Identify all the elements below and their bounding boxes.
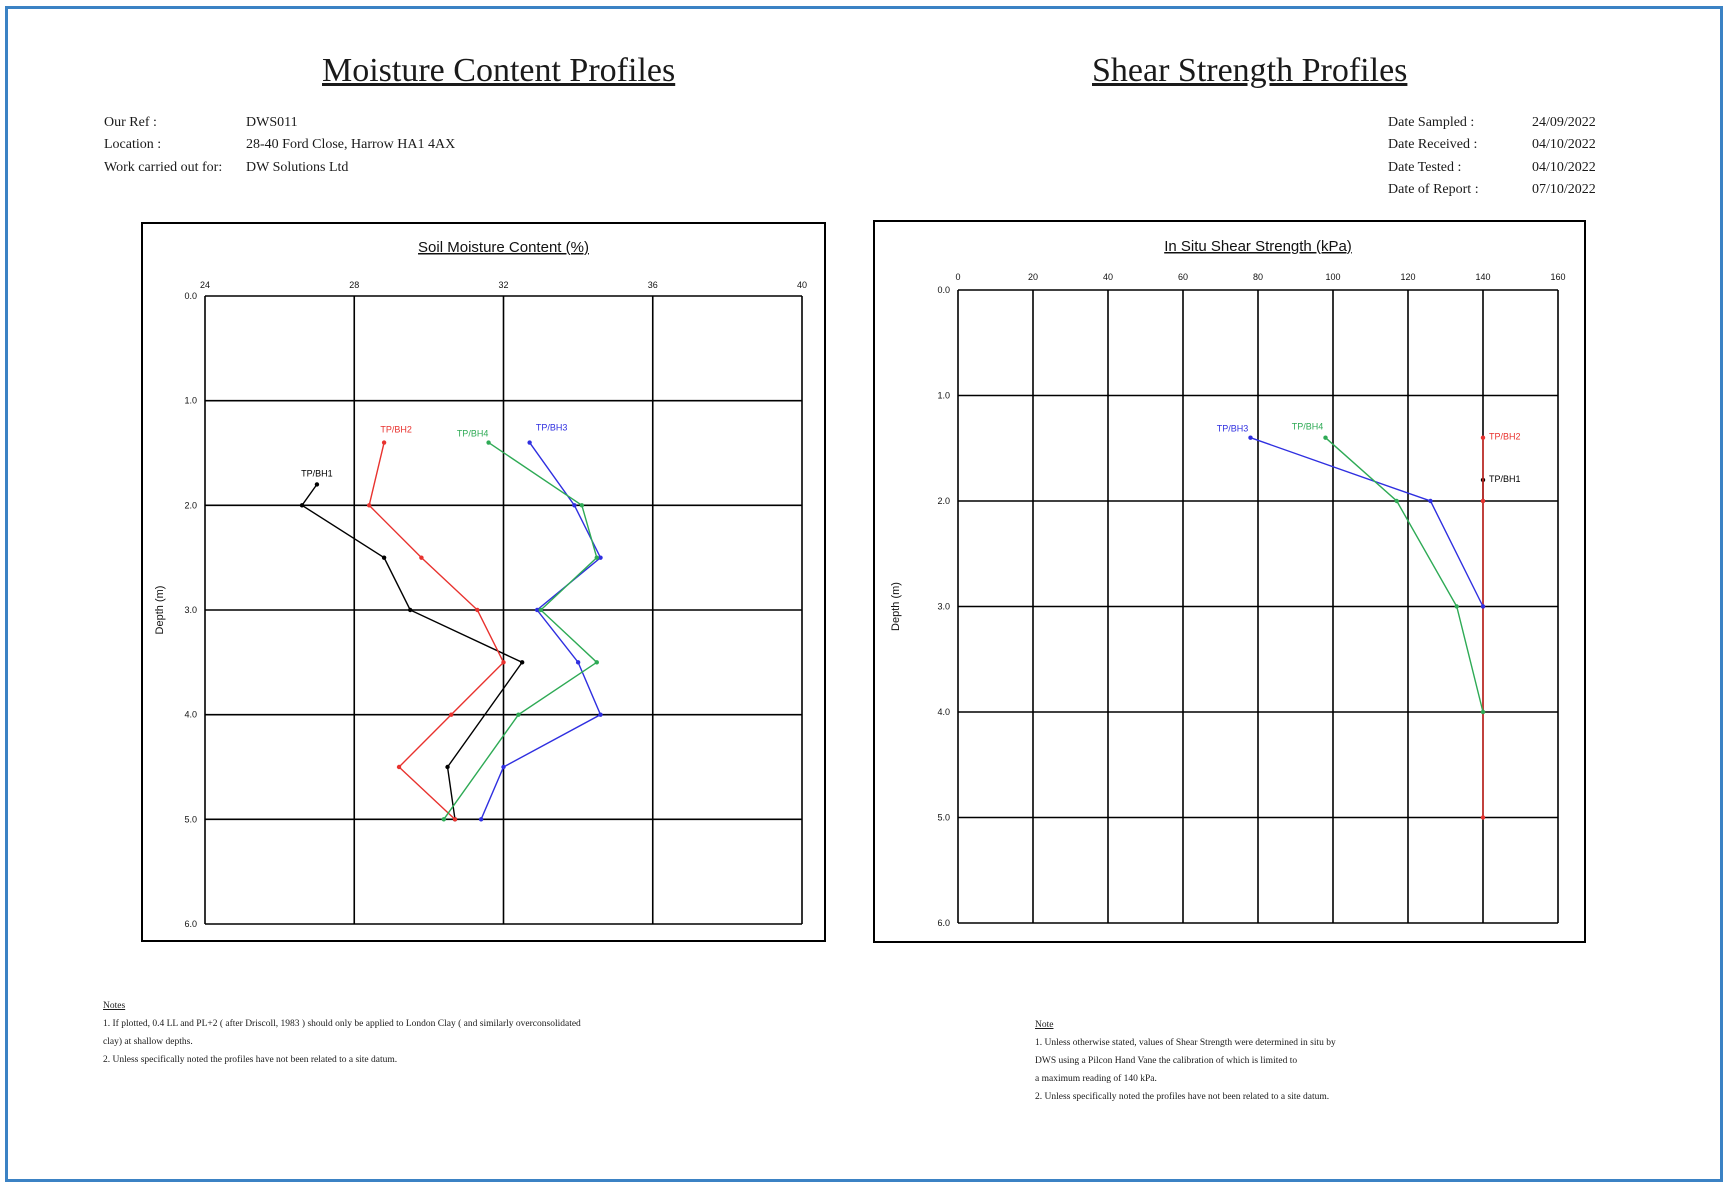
- x-tick-label: 140: [1475, 272, 1491, 282]
- x-tick-label: 24: [199, 280, 211, 290]
- series-label: TP/BH3: [1216, 423, 1249, 434]
- series-label: TP/BH1: [301, 468, 333, 479]
- series-label: TP/BH4: [456, 428, 489, 439]
- series-label: TP/BH3: [535, 422, 568, 433]
- x-tick-label: 160: [1550, 272, 1566, 282]
- x-tick-label: 120: [1400, 272, 1416, 282]
- y-tick-label: 6.0: [937, 918, 950, 928]
- x-tick-label: 80: [1252, 272, 1264, 282]
- date-sampled-value: 24/09/2022: [1532, 115, 1596, 130]
- shear-chart-frame: [873, 220, 1586, 943]
- date-report-value: 07/10/2022: [1532, 182, 1596, 197]
- series-label: TP/BH4: [1291, 421, 1324, 432]
- data-point: [315, 482, 319, 486]
- notes-right-line-4: 2. Unless specifically noted the profiles have not been related to a site datum.: [1035, 1092, 1330, 1102]
- data-point: [527, 440, 531, 444]
- series-label: TP/BH2: [1489, 431, 1521, 442]
- data-point: [1481, 815, 1485, 819]
- series-line-tp-bh1: [302, 484, 522, 819]
- y-tick-label: 2.0: [184, 500, 197, 511]
- data-point: [1323, 436, 1327, 440]
- notes-right: [1035, 1016, 1336, 1106]
- data-point: [576, 660, 580, 664]
- data-point: [445, 765, 449, 769]
- series-line-tp-bh4: [1326, 438, 1484, 712]
- y-tick-label: 5.0: [184, 814, 197, 825]
- date-tested-label: Date Tested :: [1388, 160, 1462, 175]
- data-point: [382, 555, 386, 559]
- data-point: [1248, 436, 1252, 440]
- data-point: [1481, 436, 1485, 440]
- series-line-tp-bh3: [481, 443, 600, 820]
- y-tick-label: 1.0: [184, 395, 197, 406]
- y-tick-label: 0.0: [937, 285, 950, 295]
- y-tick-label: 3.0: [184, 605, 197, 615]
- data-point: [1481, 604, 1485, 608]
- notes-right-line-3: a maximum reading of 140 kPa.: [1035, 1074, 1157, 1084]
- notes-left-line-2: clay) at shallow depths.: [103, 1037, 193, 1047]
- y-tick-label: 6.0: [184, 919, 197, 929]
- y-axis-label: Depth (m): [154, 585, 166, 635]
- y-tick-label: 0.0: [184, 291, 197, 301]
- x-tick-label: 100: [1325, 272, 1341, 282]
- x-tick-label: 60: [1177, 272, 1189, 282]
- data-point: [397, 765, 401, 769]
- x-tick-label: 28: [349, 280, 360, 290]
- data-point: [382, 440, 386, 444]
- data-point: [572, 503, 576, 507]
- chart-title: In Situ Shear Strength (kPa): [1164, 238, 1352, 255]
- location-value: 28-40 Ford Close, Harrow HA1 4AX: [246, 137, 456, 152]
- data-point: [475, 608, 479, 612]
- series-line-tp-bh3: [1251, 438, 1484, 607]
- y-tick-label: 3.0: [937, 601, 950, 612]
- data-point: [367, 503, 371, 507]
- y-tick-label: 4.0: [184, 709, 197, 720]
- data-point: [520, 660, 524, 664]
- data-point: [408, 608, 412, 612]
- notes-left: [103, 997, 581, 1069]
- data-point: [595, 555, 599, 559]
- location-label: Location :: [104, 137, 162, 152]
- date-received-value: 04/10/2022: [1532, 137, 1596, 152]
- data-point: [449, 712, 453, 716]
- x-tick-label: 32: [498, 280, 509, 290]
- y-axis-label: Depth (m): [890, 582, 902, 631]
- date-tested-value: 04/10/2022: [1532, 160, 1596, 175]
- data-point: [1481, 710, 1485, 714]
- shear-strength-chart: [875, 222, 1584, 941]
- notes-left-line-3: 2. Unless specifically noted the profiles have not been related to a site datum.: [103, 1055, 398, 1065]
- data-point: [595, 660, 599, 664]
- data-point: [1428, 499, 1432, 503]
- x-tick-label: 20: [1027, 272, 1039, 282]
- notes-right-line-1: 1. Unless otherwise stated, values of Shear Strength were determined in situ by: [1035, 1038, 1336, 1048]
- series-line-tp-bh4: [444, 443, 597, 820]
- chart-title: Soil Moisture Content (%): [418, 239, 589, 256]
- data-point: [442, 817, 446, 821]
- x-tick-label: 0: [955, 272, 961, 282]
- data-point: [1395, 499, 1399, 503]
- data-point: [486, 440, 490, 444]
- data-point: [580, 503, 584, 507]
- ref-label: Our Ref :: [104, 115, 157, 130]
- data-point: [300, 503, 304, 507]
- client-value: DW Solutions Ltd: [246, 160, 349, 175]
- data-point: [479, 817, 483, 821]
- date-report-label: Date of Report :: [1388, 182, 1479, 197]
- notes-right-heading: Note: [1035, 1020, 1054, 1030]
- y-tick-label: 5.0: [937, 812, 950, 823]
- notes-right-line-2: DWS using a Pilcon Hand Vane the calibration of which is limited to: [1035, 1056, 1298, 1066]
- y-tick-label: 4.0: [937, 707, 950, 717]
- data-point: [539, 608, 543, 612]
- data-point: [516, 712, 520, 716]
- notes-left-heading: Notes: [103, 1001, 126, 1011]
- data-point: [501, 660, 505, 664]
- date-received-label: Date Received :: [1388, 137, 1478, 152]
- series-label: TP/BH1: [1489, 473, 1521, 484]
- shear-strength-title: Shear Strength Profiles: [1092, 52, 1408, 89]
- client-label: Work carried out for:: [104, 160, 223, 175]
- y-tick-label: 1.0: [937, 390, 950, 401]
- x-tick-label: 40: [1102, 272, 1114, 282]
- ref-value: DWS011: [246, 115, 298, 130]
- x-tick-label: 40: [796, 280, 808, 290]
- data-point: [1481, 499, 1485, 503]
- date-sampled-label: Date Sampled :: [1388, 115, 1475, 130]
- data-point: [453, 817, 457, 821]
- data-point: [598, 712, 602, 716]
- data-point: [419, 555, 423, 559]
- notes-left-line-1: 1. If plotted, 0.4 LL and PL+2 ( after Driscoll, 1983 ) should only be applied to London Clay ( and similarly overconsolidated: [103, 1019, 581, 1029]
- moisture-chart-frame: [141, 222, 826, 942]
- moisture-content-chart: [143, 224, 824, 940]
- data-point: [1455, 604, 1459, 608]
- data-point: [501, 765, 505, 769]
- x-tick-label: 36: [647, 280, 658, 290]
- series-label: TP/BH2: [380, 424, 412, 435]
- y-tick-label: 2.0: [937, 496, 950, 506]
- moisture-content-title: Moisture Content Profiles: [322, 52, 676, 89]
